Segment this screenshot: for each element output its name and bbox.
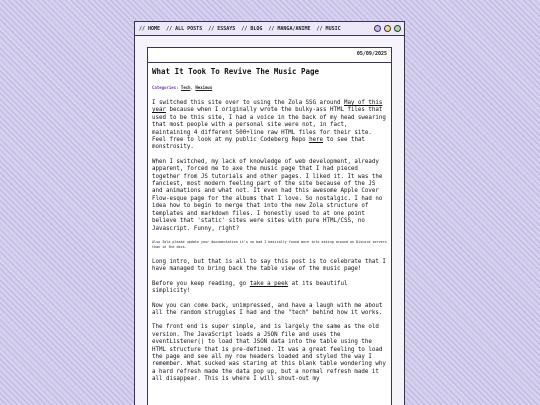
post-header	[148, 51, 391, 63]
purple-circle-icon[interactable]	[374, 25, 381, 32]
post-title: What It Took To Revive The Music Page	[152, 67, 320, 76]
text-span: to see that monstrosity.	[152, 137, 365, 151]
text-span: I switched this site over to using the Zola SSG around	[152, 100, 344, 106]
take-a-peek-link[interactable]: take a peek	[249, 280, 289, 287]
nav-links	[139, 26, 341, 32]
nav-manga-anime-link[interactable]: // MANGA/ANIME	[268, 25, 311, 32]
text-span: Before you keep reading, go	[152, 280, 250, 287]
paragraph: The front end is super simple, and is largely the same as the old version. The JavaScript loads a JSON file and uses the eventListener() to load that JSON data into the table using the HTML structure that is pre-defined. It was a great feeling to load the page and see all my row headers loaded and styled the way I remember. What sucked was staring at this blank table wondering why a hard refresh made the data pop up, but a normal refresh made it all disappear. This is where I will shout-out my	[152, 324, 386, 383]
nav-all-posts-link[interactable]: // ALL POSTS	[166, 25, 203, 32]
paragraph: Now you can come back, unimpressed, and have a laugh with me about all the random struggles I had and the "tech" behind how it works.	[152, 302, 383, 316]
nav-home-link[interactable]: // HOME	[139, 25, 161, 32]
nav-music-link[interactable]: // MUSIC	[316, 25, 341, 32]
post-card	[147, 47, 392, 405]
fine-print-note: Also Zola please update your documentation it's so bad I basically found more info asking around on Discord servers than in the docs.	[152, 239, 387, 249]
nav-essays-link[interactable]: // ESSAYS	[208, 25, 236, 32]
text-span: at its beautiful simplicity!	[152, 280, 348, 295]
post-body	[152, 100, 387, 384]
paragraph: Long intro, but that is all to say this post is to celebrate that I have managed to bring back the table view of the music page!	[152, 258, 386, 273]
categories-label: Categories:	[152, 85, 179, 90]
category-neximus-link[interactable]: Neximus	[195, 85, 213, 90]
paragraph	[152, 281, 387, 296]
window-controls	[374, 25, 401, 32]
paragraph	[152, 100, 387, 152]
codeberg-repo-link[interactable]: here	[309, 137, 324, 144]
category-tech-link[interactable]: Tech	[180, 85, 191, 90]
green-circle-icon[interactable]	[394, 25, 401, 32]
yellow-circle-icon[interactable]	[384, 25, 391, 32]
paragraph: When I switched, my lack of knowledge of web development, already apparent, forced me to axe the music page that I had pieced together from JS tutorials and other pages. I liked it. It was the fanciest, most modern feeling part of the site because of the JS and animations and what not. It even had this awesome Apple Cover Flow-esque page for the albums that I love. So nostalgic. I had no idea how to begin to merge that into the new Zola structure of templates and markdown files. I honestly used to at one point believe that 'static' sites were sites with pure HTML/CSS, no Javascript. Funny, right?	[152, 158, 383, 232]
nav-blog-link[interactable]: // BLOG	[241, 25, 263, 32]
may-of-this-year-link[interactable]: May of this year	[152, 100, 383, 114]
nav-bar	[135, 22, 404, 36]
post-categories: Categories: Tech, Neximus	[152, 85, 213, 90]
post-date: 05/09/2025	[356, 51, 387, 57]
text-span: because when I originally wrote the bulky-ass HTML files that used to be this site, I had a voice in the back of my head swearing that most people with a personal site were not, in fact, maintaining 4 different 500+line raw HTML files for their site. Feel free to look at my public Codeberg Repo	[152, 107, 386, 144]
site-window	[134, 21, 405, 405]
